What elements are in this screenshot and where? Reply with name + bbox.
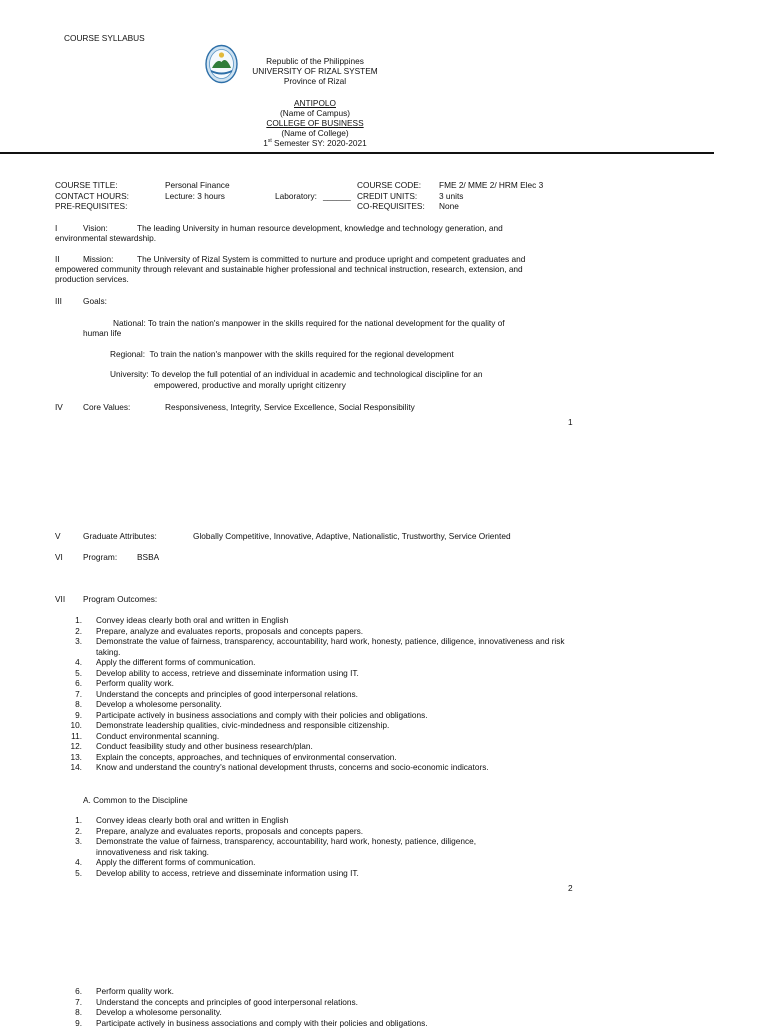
list-item-number: 10. <box>68 720 96 731</box>
list-item-number: 7. <box>68 689 96 700</box>
list-item-text: Understand the concepts and principles of good interpersonal relations. <box>96 689 358 700</box>
list-item <box>68 815 523 826</box>
list-item <box>68 699 568 710</box>
college-name: COLLEGE OF BUSINESS <box>266 118 363 128</box>
goal-national: National: To train the nation's manpower in the skills required for the national development for the quality of <box>113 318 505 329</box>
semester-line: 1st Semester SY: 2020-2021 <box>200 138 430 149</box>
list-item-text: Prepare, analyze and evaluates reports, proposals and concepts papers. <box>96 826 363 837</box>
list-item-text: Demonstrate the value of fairness, transparency, accountability, hard work, honesty, patience, diligence, innovativeness and risk taking. <box>96 836 523 857</box>
list-item-text: Explain the concepts, approaches, and techniques of environmental conservation. <box>96 752 397 763</box>
core-values-label: Core Values: <box>83 402 130 413</box>
list-item-number: 1. <box>68 815 96 826</box>
prerequisites-label: PRE-REQUISITES: <box>55 201 127 212</box>
list-item-text: Develop a wholesome personality. <box>96 699 222 710</box>
list-item-text: Apply the different forms of communication. <box>96 657 255 668</box>
list-item-number: 12. <box>68 741 96 752</box>
list-item <box>68 752 568 763</box>
list-item-text: Develop a wholesome personality. <box>96 1007 222 1018</box>
list-item <box>68 826 523 837</box>
list-item-number: 14. <box>68 762 96 773</box>
vision-text-cont: environmental stewardship. <box>55 233 156 244</box>
list-item-text: Conduct environmental scanning. <box>96 731 219 742</box>
program-outcomes-label: Program Outcomes: <box>83 594 157 605</box>
list-item-text: Develop ability to access, retrieve and disseminate information using IT. <box>96 668 359 679</box>
list-item <box>68 857 523 868</box>
list-item-text: Develop ability to access, retrieve and disseminate information using IT. <box>96 868 359 879</box>
goal-university: University: To develop the full potential of an individual in academic and technological discipline for an <box>110 369 483 380</box>
list-item-number: 2. <box>68 826 96 837</box>
list-item-number: 4. <box>68 657 96 668</box>
list-item <box>68 626 568 637</box>
list-item-text: Convey ideas clearly both oral and written in English <box>96 815 288 826</box>
course-title-label: COURSE TITLE: <box>55 180 118 191</box>
discipline-outcomes-list <box>68 815 523 878</box>
course-code-label: COURSE CODE: <box>357 180 421 191</box>
list-item-number: 4. <box>68 857 96 868</box>
goal-national-cont: human life <box>83 328 121 339</box>
list-item <box>68 615 568 626</box>
list-item-number: 11. <box>68 731 96 742</box>
course-code-value: FME 2/ MME 2/ HRM Elec 3 <box>439 180 543 191</box>
list-item-number: 7. <box>68 997 96 1008</box>
credit-units-value: 3 units <box>439 191 463 202</box>
graduate-attributes-text: Globally Competitive, Innovative, Adaptive, Nationalistic, Trustworthy, Service Oriented <box>193 531 511 542</box>
goals-number: III <box>55 296 62 307</box>
list-item-text: Perform quality work. <box>96 678 174 689</box>
list-item-number: 3. <box>68 836 96 857</box>
list-item-number: 5. <box>68 868 96 879</box>
list-item <box>68 836 523 857</box>
goals-label: Goals: <box>83 296 107 307</box>
list-item-text: Convey ideas clearly both oral and written in English <box>96 615 288 626</box>
campus-name: ANTIPOLO <box>294 98 336 108</box>
list-item <box>68 1018 568 1028</box>
list-item-text: Prepare, analyze and evaluates reports, proposals and concepts papers. <box>96 626 363 637</box>
laboratory-value: ______ <box>323 191 351 202</box>
list-item-text: Demonstrate leadership qualities, civic-mindedness and responsible citizenship. <box>96 720 389 731</box>
credit-units-label: CREDIT UNITS: <box>357 191 417 202</box>
university-name: UNIVERSITY OF RIZAL SYSTEM <box>200 66 430 77</box>
program-number: VI <box>55 552 63 563</box>
list-item-number: 8. <box>68 1007 96 1018</box>
list-item <box>68 720 568 731</box>
list-item <box>68 689 568 700</box>
corequisites-label: CO-REQUISITES: <box>357 201 425 212</box>
laboratory-label: Laboratory: <box>275 191 317 202</box>
campus-caption: (Name of Campus) <box>200 108 430 119</box>
core-values-text: Responsiveness, Integrity, Service Excellence, Social Responsibility <box>165 402 415 413</box>
contact-hours-label: CONTACT HOURS: <box>55 191 129 202</box>
goal-regional: Regional: To train the nation's manpower with the skills required for the regional development <box>110 349 454 360</box>
list-item-text: Know and understand the country's national development thrusts, concerns and socio-economic indicators. <box>96 762 489 773</box>
list-item-text: Understand the concepts and principles of good interpersonal relations. <box>96 997 358 1008</box>
goal-university-cont: empowered, productive and morally upright citizenry <box>154 380 346 391</box>
mission-number: II <box>55 254 60 265</box>
program-text: BSBA <box>137 552 159 563</box>
list-item <box>68 997 568 1008</box>
vision-number: I <box>55 223 57 234</box>
list-item <box>68 678 568 689</box>
list-item-text: Apply the different forms of communication. <box>96 857 255 868</box>
list-item-text: Participate actively in business associations and comply with their policies and obligations. <box>96 710 428 721</box>
republic-line: Republic of the Philippines <box>200 56 430 67</box>
page-number: 1 <box>568 417 573 428</box>
discipline-heading: A. Common to the Discipline <box>83 795 188 806</box>
contact-hours-value: Lecture: 3 hours <box>165 191 225 202</box>
list-item-number: 3. <box>68 636 96 657</box>
graduate-attributes-label: Graduate Attributes: <box>83 531 157 542</box>
list-item-number: 6. <box>68 986 96 997</box>
list-item-number: 9. <box>68 1018 96 1028</box>
list-item-number: 6. <box>68 678 96 689</box>
core-values-number: IV <box>55 402 63 413</box>
list-item-number: 9. <box>68 710 96 721</box>
list-item-number: 5. <box>68 668 96 679</box>
program-label: Program: <box>83 552 117 563</box>
list-item <box>68 668 568 679</box>
discipline-outcomes-list-continued <box>68 986 568 1028</box>
list-item <box>68 710 568 721</box>
corequisites-value: None <box>439 201 459 212</box>
list-item <box>68 868 523 879</box>
document-type-label: COURSE SYLLABUS <box>64 33 145 44</box>
list-item <box>68 986 568 997</box>
list-item-text: Participate actively in business associations and comply with their policies and obligations. <box>96 1018 428 1028</box>
list-item-number: 8. <box>68 699 96 710</box>
graduate-attributes-number: V <box>55 531 61 542</box>
list-item-number: 13. <box>68 752 96 763</box>
course-title-value: Personal Finance <box>165 180 230 191</box>
list-item <box>68 762 568 773</box>
header-divider <box>0 152 714 154</box>
vision-text: The leading University in human resource development, knowledge and technology generation, and <box>137 223 503 234</box>
list-item-text: Demonstrate the value of fairness, transparency, accountability, hard work, honesty, patience, diligence, innovativeness and risk taking. <box>96 636 568 657</box>
list-item <box>68 1007 568 1018</box>
vision-label: Vision: <box>83 223 108 234</box>
program-outcomes-number: VII <box>55 594 65 605</box>
college-caption: (Name of College) <box>200 128 430 139</box>
mission-text-cont: empowered community through relevant and sustainable higher professional and technical instruction, research, extension, and <box>55 264 523 275</box>
list-item-number: 2. <box>68 626 96 637</box>
list-item <box>68 741 568 752</box>
list-item <box>68 657 568 668</box>
list-item <box>68 731 568 742</box>
list-item-text: Conduct feasibility study and other business research/plan. <box>96 741 313 752</box>
list-item-number: 1. <box>68 615 96 626</box>
province-line: Province of Rizal <box>200 76 430 87</box>
list-item-text: Perform quality work. <box>96 986 174 997</box>
mission-text-cont2: production services. <box>55 274 129 285</box>
program-outcomes-list <box>68 615 568 773</box>
page-number: 2 <box>568 883 573 894</box>
mission-text: The University of Rizal System is committed to nurture and produce upright and competent graduates and <box>137 254 525 265</box>
list-item <box>68 636 568 657</box>
mission-label: Mission: <box>83 254 113 265</box>
